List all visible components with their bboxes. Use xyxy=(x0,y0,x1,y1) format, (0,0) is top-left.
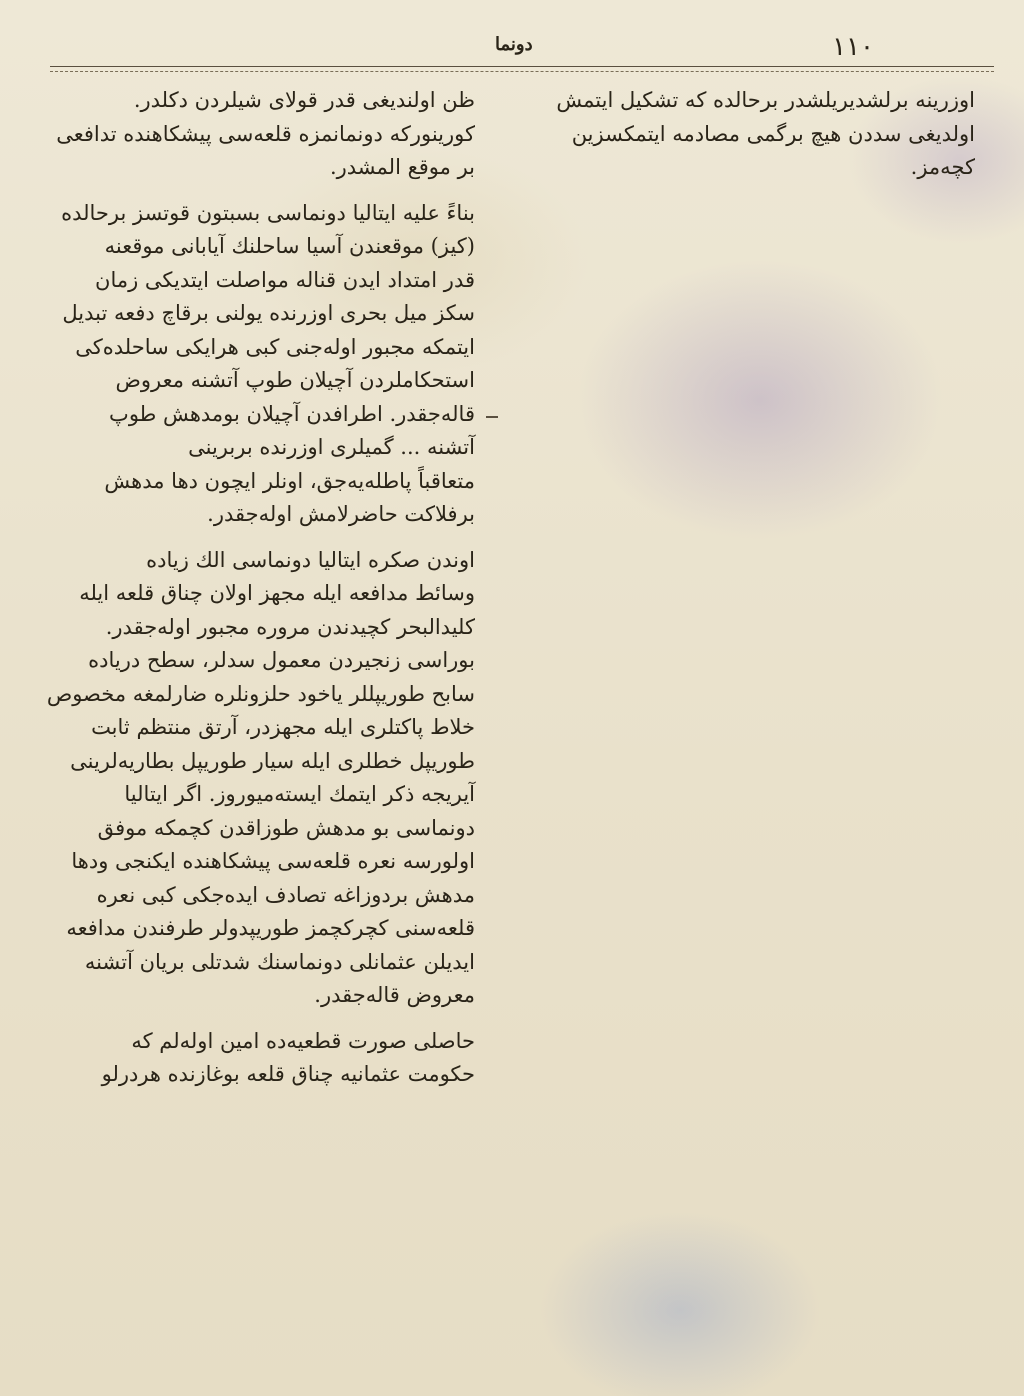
left-paragraph-3: اوندن صکره ایتالیا دونماسی الك زیاده وسائط مدافعه ایله مجهز اولان چناق قلعه ایله کلیدالبحر کچیدندن مروره مجبور اوله‌جقدر. بوراسی زنجیردن معمول سدلر، سطح دریاده سابح طوریپللر یاخود حلزونلره ضارلمغه مخصوص خلاط پاکتلری ایله مجهزدر، آرتق منتظم ثابت طوریپل خطلری ایله سیار طوریپل بطاریه‌لرینی آیریجه ذکر ایتمك ایسته‌میوروز. اگر ایتالیا دونماسی بو مدهش طوزاقدن کچمکه موفق اولورسه نعره قلعه‌سی پیشکاهنده ایکنجی ودها مدهش بردوزاغه تصادف ایده‌جکی کبی نعره قلعه‌سنی کچرکچمز طوریپدولر طرفندن مدافعه ایدیلن عثمانلی دونماسنك شدتلی بریان آتشنه معروض قاله‌جقدر. xyxy=(46,547,475,1007)
right-column xyxy=(505,84,975,185)
page-number: ١١٠ xyxy=(832,32,874,62)
running-title: دونما xyxy=(495,34,533,55)
page-header xyxy=(40,28,984,64)
left-paragraph-2: بناءً علیه ایتالیا دونماسی بسبتون قوتسز برحالده (کیز) موقعندن آسیا ساحلنك آیابانی موقعنه قدر امتداد ایدن قناله مواصلت ایتدیکی زمان سکز میل بحری اوزرنده یولنی برقاچ دفعه تبدیل ایتمکه مجبور اوله‌جنی کبی هرایکی ساحلده‌کی استحکاملردن آچیلان طوپ آتشنه معروض قاله‌جقدر. اطرافدن آچیلان بومدهش طوپ آتشنه ... گمیلری اوزرنده بربرینی متعاقباً پاطله‌یه‌جق، اونلر ایچون دها مدهش برفلاکت حاضرلامش اوله‌جقدر. xyxy=(61,200,475,526)
left-paragraph-1: ظن اولندیغی قدر قولای شیلردن دکلدر. کورینورکه دونمانمزه قلعه‌سی پیشکاهنده تدافعی بر موقع المشدر. xyxy=(56,88,475,179)
gutter-mark xyxy=(486,416,498,418)
left-column xyxy=(40,84,475,1092)
left-paragraph-4: حاصلی صورت قطعیه‌ده امین اوله‌لم که حکومت عثمانیه چناق قلعه بوغازنده هردرلو xyxy=(101,1028,475,1086)
right-paragraph-1: اوزرینه برلشدیریلشدر برحالده که تشکیل ایتمش اولدیغی سددن هیچ برگمی مصادمه ایتمکسزین کچه‌مز. xyxy=(556,88,975,179)
header-rule xyxy=(50,66,994,72)
